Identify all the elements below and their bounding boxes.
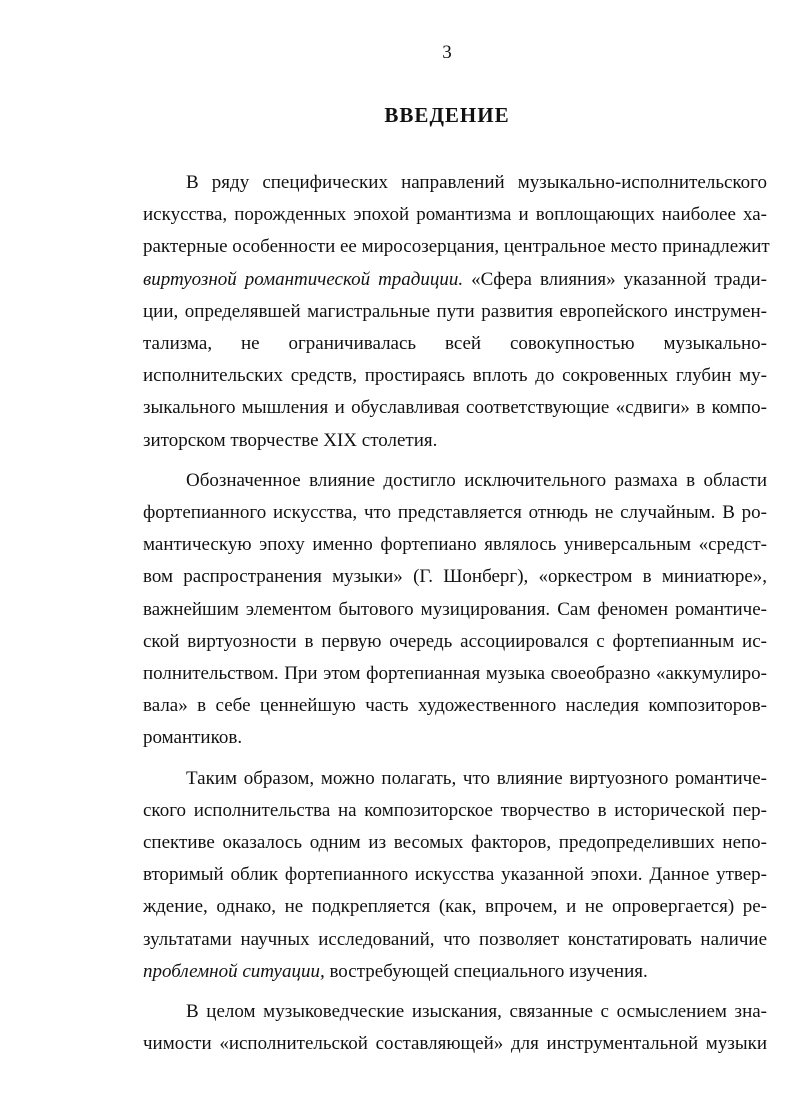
text-run: востребующей специального изучения. xyxy=(324,960,648,982)
text-line: фортепианного искусства, что представляется отнюдь не случайным. В ро- xyxy=(143,502,767,524)
paragraph xyxy=(143,996,767,1060)
text-line: В ряду специфических направлений музыкально-исполнительского xyxy=(186,172,767,193)
italic-term: виртуозной романтической традиции. xyxy=(143,268,464,290)
text-line: зультатами научных исследований, что позволяет констатировать наличие xyxy=(143,928,767,950)
text-line: ской виртуозности в первую очередь ассоциировался с фортепианным ис- xyxy=(143,630,767,652)
page-number: 3 xyxy=(442,42,452,63)
text-line: Таким образом, можно полагать, что влияние виртуозного романтиче- xyxy=(186,767,767,789)
text-line: ждение, однако, не подкрепляется (как, впрочем, и не опровергается) ре- xyxy=(143,896,767,918)
italic-term: проблемной ситуации, xyxy=(143,960,325,982)
text-line: вом распространения музыки» (Г. Шонберг), «оркестром в миниатюре», xyxy=(143,566,767,588)
text-run: «Сфера влияния» указанной тради- xyxy=(463,268,767,290)
text-line: полнительством. При этом фортепианная музыка своеобразно «аккумулиро- xyxy=(143,663,767,685)
text-line: ского исполнительства на композиторское творчество в исторической пер- xyxy=(143,799,767,821)
text-line: Обозначенное влияние достигло исключительного размаха в области xyxy=(186,469,767,491)
text-line: вала» в себе ценнейшую часть художественного наследия композиторов- xyxy=(143,695,767,717)
body-text xyxy=(143,167,770,1068)
text-line: искусства, порожденных эпохой романтизма и воплощающих наиболее ха- xyxy=(143,204,767,226)
text-line: зыкального мышления и обуславливая соответствующие «сдвиги» в компо- xyxy=(143,397,767,419)
text-line: ции, определявшей магистральные пути развития европейского инструмен- xyxy=(143,300,767,322)
text-line: вторимый облик фортепианного искусства указанной эпохи. Данное утвер- xyxy=(143,864,767,886)
text-line: мантическую эпоху именно фортепиано являлось универсальным «средст- xyxy=(143,534,767,556)
text-line: чимости «исполнительской составляющей» для инструментальной музыки xyxy=(143,1033,767,1055)
paragraph xyxy=(143,167,770,457)
text-line: рактерные особенности ее миросозерцания, центральное место принадлежит xyxy=(143,236,770,258)
section-title: ВВЕДЕНИЕ xyxy=(384,103,510,127)
text-line: романтиков. xyxy=(143,727,243,749)
paragraph xyxy=(143,763,767,988)
paragraph xyxy=(143,465,767,755)
text-line xyxy=(143,264,767,296)
text-line xyxy=(143,956,767,988)
text-line: исполнительских средств, простираясь вплоть до сокровенных глубин му- xyxy=(143,365,767,387)
text-line: важнейшим элементом бытового музицирования. Сам феномен романтиче- xyxy=(143,598,767,620)
text-line: спективе оказалось одним из весомых факторов, предопределивших непо- xyxy=(143,832,767,854)
text-line: В целом музыковедческие изыскания, связанные с осмыслением зна- xyxy=(186,1001,767,1023)
text-line: тализма, не ограничивалась всей совокупностью музыкально- xyxy=(143,333,767,355)
text-line: зиторском творчестве XIX столетия. xyxy=(143,429,438,451)
